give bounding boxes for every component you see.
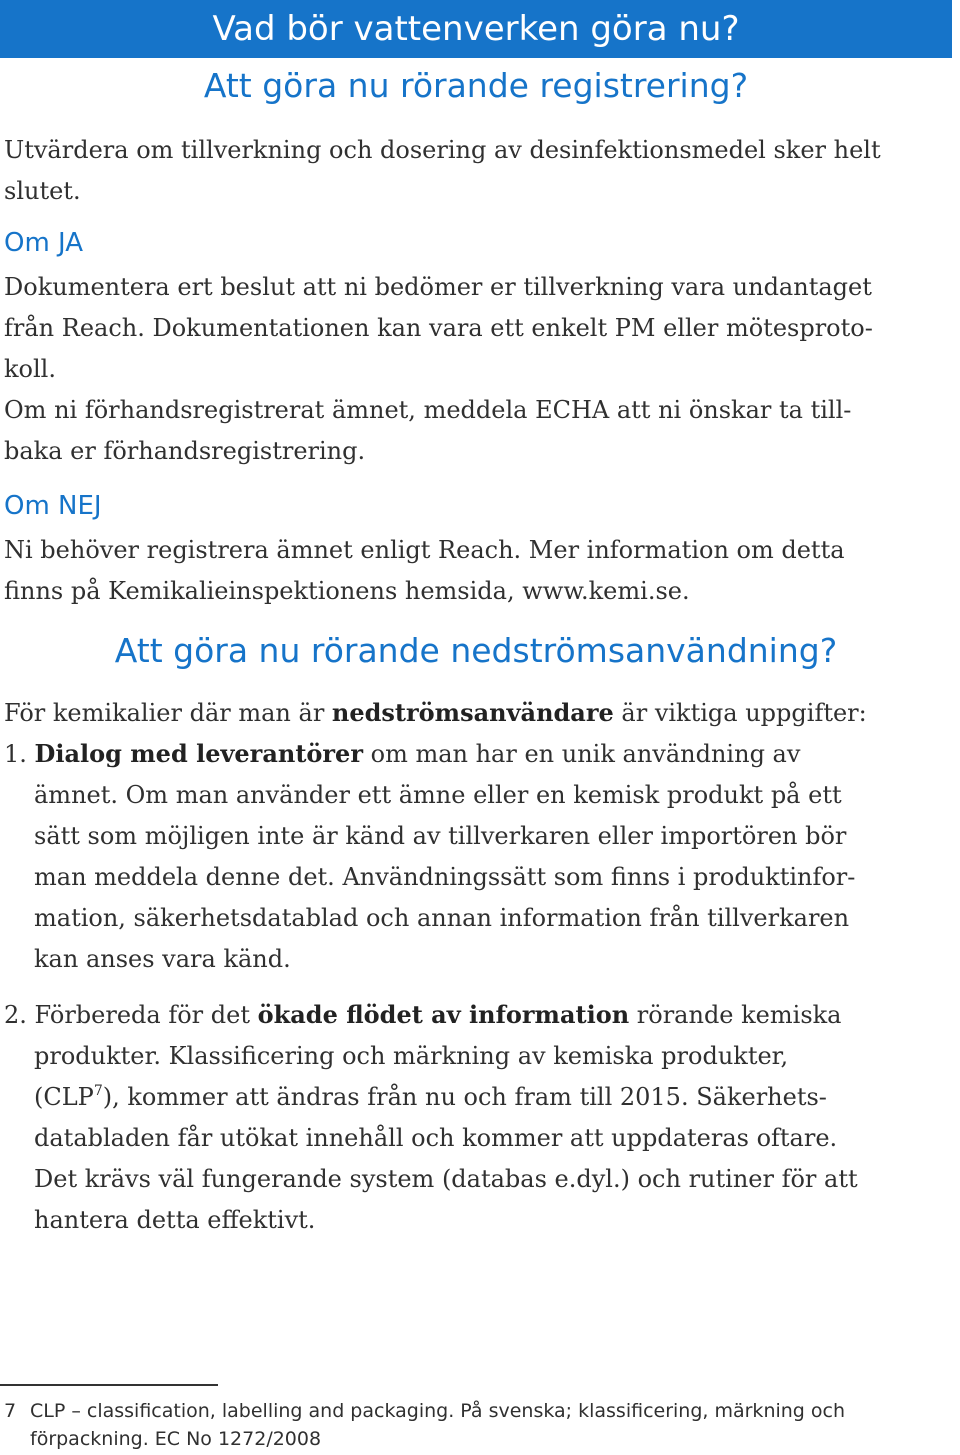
text-line: ämnet. Om man använder ett ämne eller en kemisk produkt på ett [34,781,842,809]
text-line: man meddela denne det. Användningssätt som finns i produktinfor- [34,863,856,891]
text-line: Om ni förhandsregistrerat ämnet, meddela ECHA att ni önskar ta till- [4,396,852,424]
yes-paragraph [4,267,944,472]
text-line: från Reach. Dokumentationen kan vara ett enkelt PM eller mötesproto- [4,314,873,342]
downstream-heading: Att göra nu rörande nedströmsanvändning? [114,631,838,670]
text-line: Det krävs väl fungerande system (databas e.dyl.) och rutiner för att [34,1165,858,1193]
text-line: slutet. [4,177,81,205]
footnote-number: 7 [4,1400,17,1422]
text-line: baka er förhandsregistrering. [4,437,366,465]
item2-bold: ökade flödet av information [257,1000,630,1029]
text-line: mation, säkerhetsdatablad och annan information från tillverkaren [34,904,850,932]
text-line: Dokumentera ert beslut att ni bedömer er tillverkning vara undantaget [4,273,872,301]
yes-heading: Om JA [4,228,84,258]
item1-rest: om man har en unik användning av [362,740,801,768]
footnote-text: förpackning. EC No 1272/2008 [30,1428,322,1450]
intro-pre: För kemikalier där man är [4,699,332,727]
footnote-text: CLP – classification, labelling and packaging. På svenska; klassificering, märkning och [30,1400,846,1422]
item1-bold: Dialog med leverantörer [34,739,363,768]
registration-intro [4,130,944,212]
intro-post: är viktiga uppgifter: [613,699,867,727]
text-fragment: (CLP [34,1083,94,1111]
text-line: hantera detta effektivt. [34,1206,316,1234]
text-line: databladen får utökat innehåll och kommer att uppdateras oftare. [34,1124,838,1152]
text-line: koll. [4,355,56,383]
list-item-2 [4,994,944,1241]
list-item-1 [4,733,944,980]
text-line: Ni behöver registrera ämnet enligt Reach. Mer information om detta [4,536,845,564]
page-banner-title: Vad bör vattenverken göra nu? [0,0,952,58]
footnote [4,1397,954,1453]
footnote-divider [0,1384,218,1386]
no-paragraph [4,530,944,612]
text-line: produkter. Klassificering och märkning av kemiska produkter, [34,1042,789,1070]
item2-rest: rörande kemiska [629,1001,842,1029]
downstream-intro [4,692,944,734]
text-line-with-footnote [4,1077,944,1118]
registration-heading: Att göra nu rörande registrering? [203,66,749,105]
intro-bold: nedströmsanvändare [331,698,614,727]
list-number: 2. [4,1001,35,1029]
no-heading: Om NEJ [4,491,102,521]
text-fragment: ), kommer att ändras från nu och fram till 2015. Säkerhets- [102,1083,827,1111]
text-line: finns på Kemikalieinspektionens hemsida, www.kemi.se. [4,577,690,605]
footnote-ref: 7 [93,1083,103,1099]
list-number: 1. [4,740,35,768]
text-line: sätt som möjligen inte är känd av tillverkaren eller importören bör [34,822,847,850]
text-line: Utvärdera om tillverkning och dosering av desinfektionsmedel sker helt [4,136,881,164]
item2-pre: Förbereda för det [34,1001,258,1029]
text-line: kan anses vara känd. [34,945,291,973]
